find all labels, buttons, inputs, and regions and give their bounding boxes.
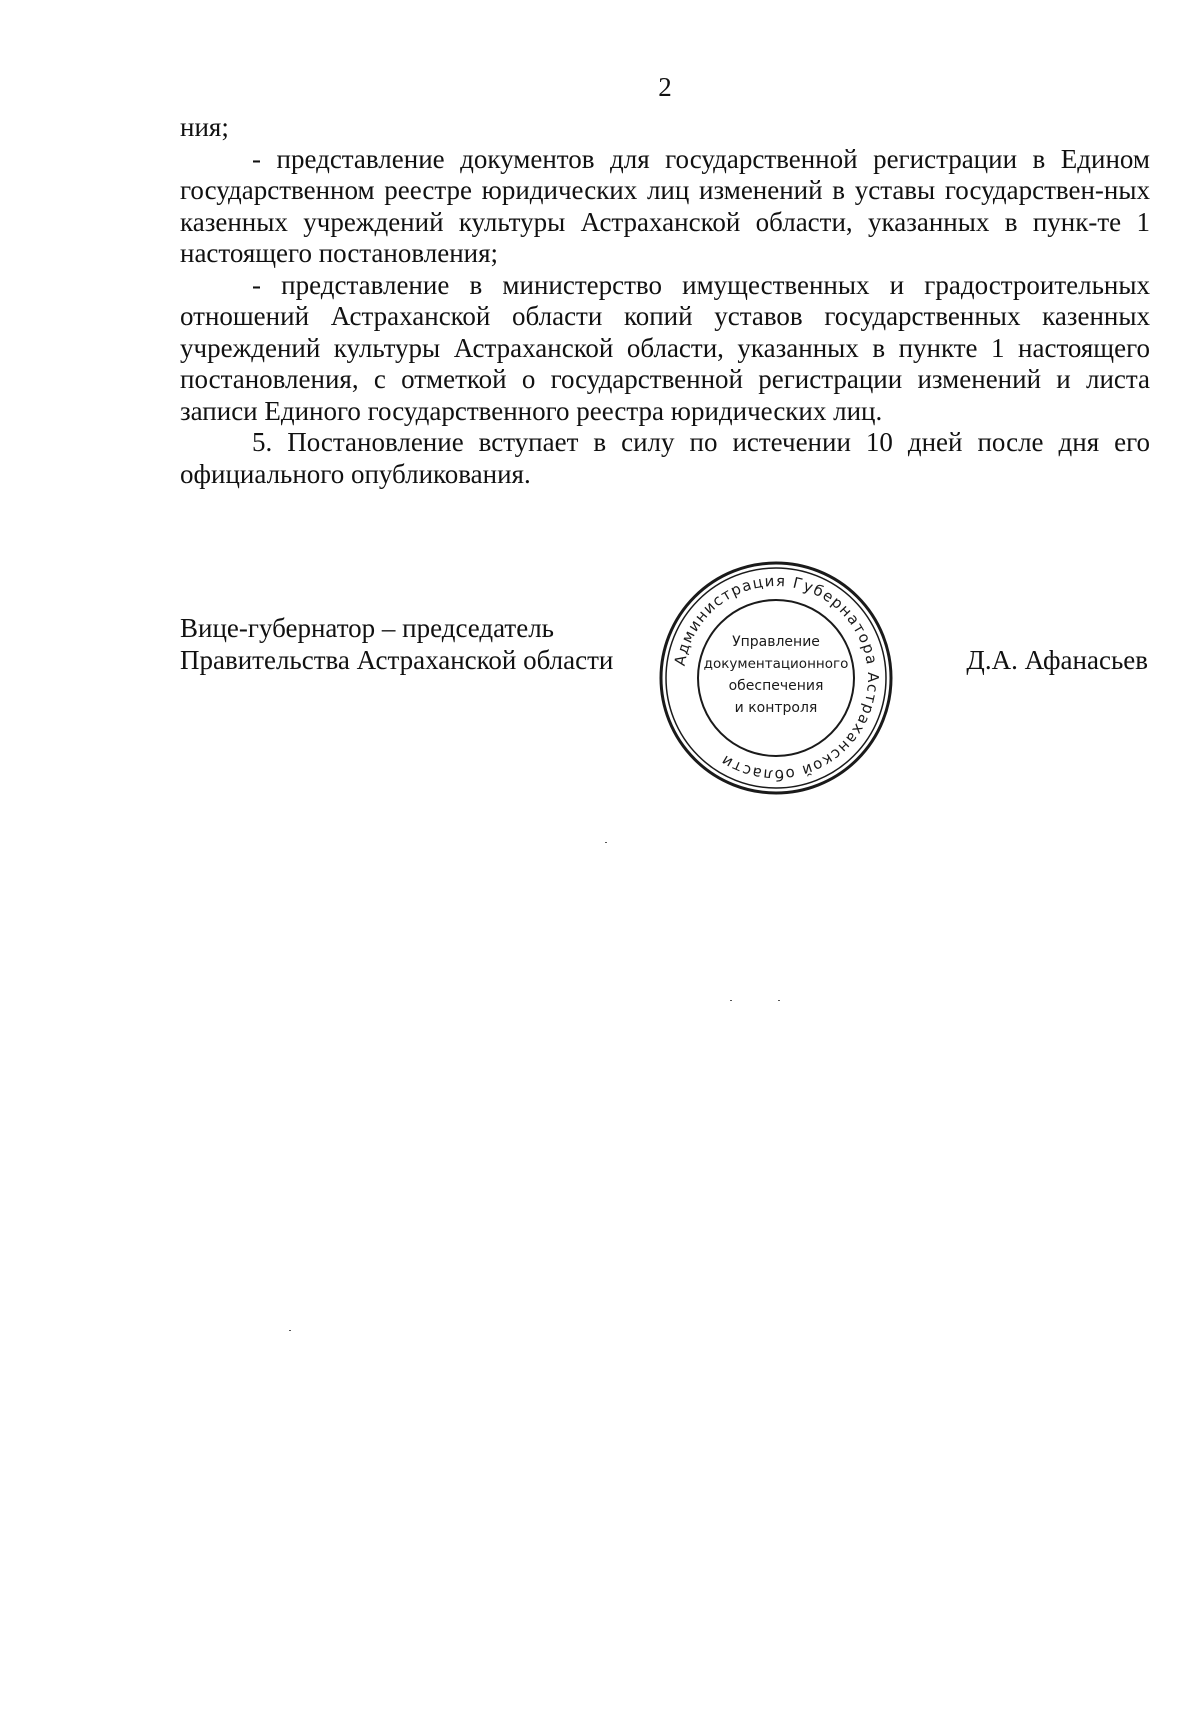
scan-speck [730, 1000, 732, 1001]
paragraph-registration: - представление документов для государственной регистрации в Едином государственном реестре юридических лиц изменений в уставы государствен-ных казенных учреждений культуры Астраханской области, указанных в пунк-те 1 настоящего постановления; [180, 143, 1150, 268]
paragraph-effective-date: 5. Постановление вступает в силу по истечении 10 дней после дня его официального опубликования. [180, 427, 1150, 489]
scan-speck [605, 842, 607, 843]
official-seal [658, 560, 894, 796]
signatory-title-line2: Правительства Астраханской области [180, 645, 614, 675]
seal-center-line4: и контроля [734, 700, 818, 716]
paragraph-copies: - представление в министерство имущественных и градостроительных отношений Астраханской области копий уставов государственных казенных учреждений культуры Астраханской области, указанных в пункте 1 настоящего постановления, с отметкой о государственной регистрации изменений и листа записи Единого государственного реестра юридических лиц. [180, 269, 1150, 426]
signatory-name: Д.А. Афанасьев [966, 645, 1148, 675]
seal-center-line3: обеспечения [728, 678, 824, 694]
seal-center-line1: Управление [732, 634, 820, 650]
seal-center-line2: документационного [703, 656, 849, 672]
signatory-title [180, 612, 613, 676]
seal-ring-text: Администрация Губернатора Астраханской области [670, 571, 883, 785]
scan-speck [778, 1000, 780, 1001]
page-number: 2 [658, 72, 672, 102]
paragraph-continuation: ния; [180, 112, 229, 142]
scan-speck [289, 1330, 291, 1331]
document-body [180, 112, 1150, 490]
signatory-title-line1: Вице-губернатор – председатель [180, 613, 554, 643]
